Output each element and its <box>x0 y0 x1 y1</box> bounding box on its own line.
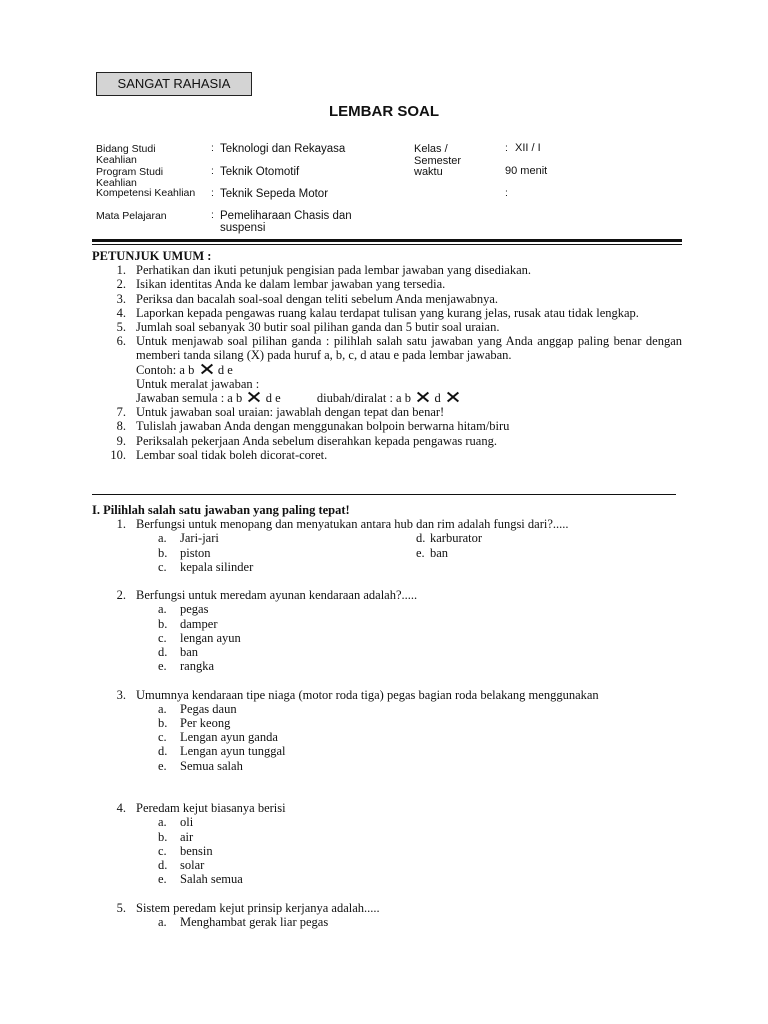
waktu-value: 90 menit <box>505 165 548 177</box>
waktu-label: waktu <box>414 166 443 178</box>
mapel-colon: : <box>211 209 214 221</box>
option: d. solar <box>158 857 205 872</box>
list-item: 8. Tulislah jawaban Anda dengan menggunakan bolpoin berwarna hitam/biru <box>116 419 510 434</box>
page-title: LEMBAR SOAL <box>329 103 439 120</box>
bidang-label: Bidang Studi Keahlian <box>96 143 156 166</box>
kompetensi-colon: : <box>211 187 214 199</box>
program-colon: : <box>211 165 214 177</box>
program-value: Teknik Otomotif <box>220 166 300 178</box>
option: a. Pegas daun <box>158 701 237 716</box>
cross-mark-icon <box>417 392 428 403</box>
list-item: 10. Lembar soal tidak boleh dicorat-coret. <box>110 447 328 462</box>
identity-block <box>0 0 768 240</box>
question-5: 5. Sistem peredam kejut prinsip kerjanya adalah..... <box>116 900 380 915</box>
option: d. ban <box>158 644 199 659</box>
cross-mark-icon <box>248 392 259 403</box>
question-1-options-row-3: c. kepala silinder <box>158 559 254 574</box>
question-4: 4. Peredam kejut biasanya berisi <box>116 801 286 816</box>
instructions-list-cont <box>92 405 682 462</box>
bidang-value: Teknologi dan Rekayasa <box>220 143 346 155</box>
option: c. lengan ayun <box>158 630 241 645</box>
list-item: 1. Perhatikan dan ikuti petunjuk pengisian pada lembar jawaban yang disediakan. <box>116 263 532 278</box>
option: b. damper <box>158 616 218 631</box>
correction-line: Jawaban semula : a b d e diubah/diralat : a b d <box>92 391 682 405</box>
option: b. air <box>158 829 194 844</box>
section-divider <box>92 494 676 495</box>
list-item: 5. Jumlah soal sebanyak 30 butir soal pilihan ganda dan 5 butir soal uraian. <box>116 320 500 335</box>
part-1-multiple-choice <box>92 503 682 929</box>
general-instructions <box>92 249 682 462</box>
kelas-colon: : <box>505 142 508 154</box>
option: c. Lengan ayun ganda <box>158 730 278 745</box>
option: e. rangka <box>158 659 215 674</box>
question-2: 2. Berfungsi untuk meredam ayunan kendaraan adalah?..... <box>116 588 418 603</box>
option: e. Semua salah <box>158 758 243 773</box>
kelas-value: XII / I <box>515 142 541 154</box>
option: c. bensin <box>158 843 213 858</box>
option: b. Per keong <box>158 715 231 730</box>
part-1-heading: I. Pilihlah salah satu jawaban yang paling tepat! <box>92 503 350 517</box>
header-divider-thin <box>92 244 682 245</box>
waktu-colon: : <box>505 187 508 199</box>
kompetensi-label: Kompetensi Keahlian <box>96 187 196 199</box>
option: a. Menghambat gerak liar pegas <box>158 914 329 929</box>
option: a. pegas <box>158 602 209 617</box>
instructions-list <box>92 263 682 362</box>
list-item: 2. Isikan identitas Anda ke dalam lembar jawaban yang tersedia. <box>116 277 446 292</box>
cross-mark-icon <box>447 392 458 403</box>
confidential-badge: SANGAT RAHASIA <box>96 72 252 96</box>
correction-heading: Untuk meralat jawaban : <box>136 376 260 391</box>
instructions-heading: PETUNJUK UMUM : <box>92 249 212 263</box>
mapel-value: Pemeliharaan Chasis dan suspensi <box>220 210 352 234</box>
list-item: 9. Periksalah pekerjaan Anda sebelum diserahkan kepada pengawas ruang. <box>116 433 497 448</box>
bidang-colon: : <box>211 142 214 154</box>
question-1-options-row-1: a. Jari-jari d. karburator <box>158 531 483 546</box>
program-label: Program Studi Keahlian <box>96 166 164 189</box>
question-1: 1. Berfungsi untuk menopang dan menyatukan antara hub dan rim adalah fungsi dari?..... <box>116 517 569 532</box>
list-item: 6. Untuk menjawab soal pilihan ganda : pilihlah salah satu jawaban yang Anda anggap paling benar dengan memberi tanda silang (X) pada huruf a, b, c, d atau e pada lembar jawaban. <box>116 334 682 363</box>
header-divider-thick <box>92 239 682 242</box>
option: a. oli <box>158 815 194 830</box>
cross-mark-icon <box>201 364 212 375</box>
option: d. Lengan ayun tunggal <box>158 744 286 759</box>
question-3: 3. Umumnya kendaraan tipe niaga (motor roda tiga) pegas bagian roda belakang menggunakan <box>116 687 599 702</box>
option: e. Salah semua <box>158 872 243 887</box>
list-item: 4. Laporkan kepada pengawas ruang kalau terdapat tulisan yang kurang jelas, rusak atau tidak lengkap. <box>116 305 639 320</box>
kompetensi-value: Teknik Sepeda Motor <box>220 188 329 200</box>
example-line: Contoh: a b d e <box>136 362 233 377</box>
kelas-label: Kelas / Semester <box>414 143 462 167</box>
list-item: 7. Untuk jawaban soal uraian: jawablah dengan tepat dan benar! <box>116 405 445 420</box>
mapel-label: Mata Pelajaran <box>96 210 167 222</box>
question-1-options-row-2: b. piston e. ban <box>158 545 449 560</box>
list-item: 3. Periksa dan bacalah soal-soal dengan teliti sebelum Anda menjawabnya. <box>116 291 499 306</box>
